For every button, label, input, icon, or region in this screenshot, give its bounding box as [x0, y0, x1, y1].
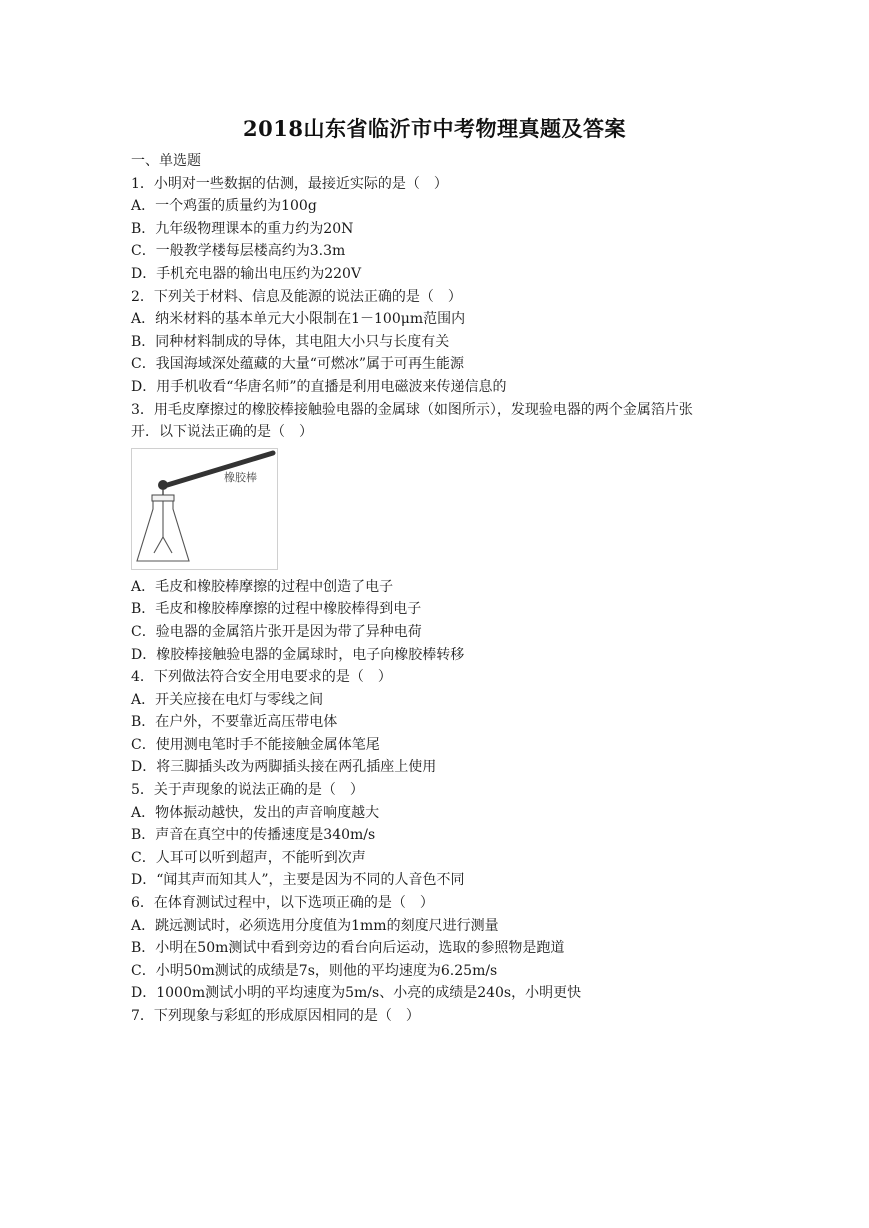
question-6: [131, 892, 751, 1005]
question-7: [131, 1005, 751, 1028]
foil-leaf-left: [154, 537, 163, 553]
option-d: D．将三脚插头改为两脚插头接在两孔插座上使用: [131, 759, 437, 776]
question-stem-line-2: 开．以下说法正确的是（ ）: [131, 424, 313, 441]
question-3: [131, 399, 751, 667]
option-c: C．使用测电笔时手不能接触金属体笔尾: [131, 736, 380, 753]
question-list: [131, 150, 751, 1028]
option-a: A．跳远测试时，必须选用分度值为1mm的刻度尺进行测量: [131, 917, 499, 934]
question-2: [131, 286, 751, 399]
question-stem: 4．下列做法符合安全用电要求的是（ ）: [131, 669, 392, 686]
section-heading: 一、单选题: [131, 153, 201, 169]
option-b: B．毛皮和橡胶棒摩擦的过程中橡胶棒得到电子: [131, 601, 422, 618]
electroscope-diagram: [132, 449, 277, 569]
question-stem: 6．在体育测试过程中，以下选项正确的是（ ）: [131, 895, 434, 912]
rod-label: 橡胶棒: [224, 470, 257, 484]
option-c: C．一般教学楼每层楼高约为3.3m: [131, 243, 346, 260]
option-d: D．“闻其声而知其人”，主要是因为不同的人音色不同: [131, 872, 465, 889]
foil-leaf-right: [163, 537, 172, 553]
option-c: C．人耳可以听到超声，不能听到次声: [131, 849, 366, 866]
option-b: B．声音在真空中的传播速度是340m/s: [131, 827, 376, 844]
option-a: A．毛皮和橡胶棒摩擦的过程中创造了电子: [131, 578, 394, 595]
option-d: D．橡胶棒接触验电器的金属球时，电子向橡胶棒转移: [131, 646, 465, 663]
question-4: [131, 666, 751, 779]
option-b: B．九年级物理课本的重力约为20N: [131, 220, 354, 237]
page-title: 2018山东省临沂市中考物理真题及答案: [243, 116, 626, 141]
option-a: A．一个鸡蛋的质量约为100g: [131, 198, 317, 215]
option-d: D．1000m测试小明的平均速度为5m/s、小亮的成绩是240s，小明更快: [131, 985, 582, 1002]
option-b: B．同种材料制成的导体，其电阻大小只与长度有关: [131, 333, 450, 350]
option-c: C．验电器的金属箔片张开是因为带了异种电荷: [131, 623, 422, 640]
option-a: A．物体振动越快，发出的声音响度越大: [131, 804, 380, 821]
metal-ball: [158, 480, 168, 490]
question-stem: 5．关于声现象的说法正确的是（ ）: [131, 782, 364, 799]
option-b: B．在户外，不要靠近高压带电体: [131, 714, 338, 731]
option-a: A．纳米材料的基本单元大小限制在1－100μm范围内: [131, 311, 466, 328]
electroscope-figure: [131, 448, 278, 570]
option-c: C．小明50m测试的成绩是7s，则他的平均速度为6.25m/s: [131, 962, 498, 979]
question-5: [131, 779, 751, 892]
option-b: B．小明在50m测试中看到旁边的看台向后运动，选取的参照物是跑道: [131, 940, 565, 957]
option-c: C．我国海域深处蕴藏的大量“可燃冰”属于可再生能源: [131, 356, 465, 373]
question-stem: 1．小明对一些数据的估测，最接近实际的是（ ）: [131, 175, 448, 192]
stopper: [152, 495, 174, 501]
option-a: A．开关应接在电灯与零线之间: [131, 691, 324, 708]
option-d: D．用手机收看“华唐名师”的直播是利用电磁波来传递信息的: [131, 378, 507, 395]
question-stem: 2．下列关于材料、信息及能源的说法正确的是（ ）: [131, 288, 462, 305]
question-stem: 7．下列现象与彩虹的形成原因相同的是（ ）: [131, 1008, 420, 1024]
question-stem-line-1: 3．用毛皮摩擦过的橡胶棒接触验电器的金属球（如图所示），发现验电器的两个金属箔片张: [131, 401, 693, 418]
question-1: [131, 173, 751, 286]
option-d: D．手机充电器的输出电压约为220V: [131, 265, 362, 282]
